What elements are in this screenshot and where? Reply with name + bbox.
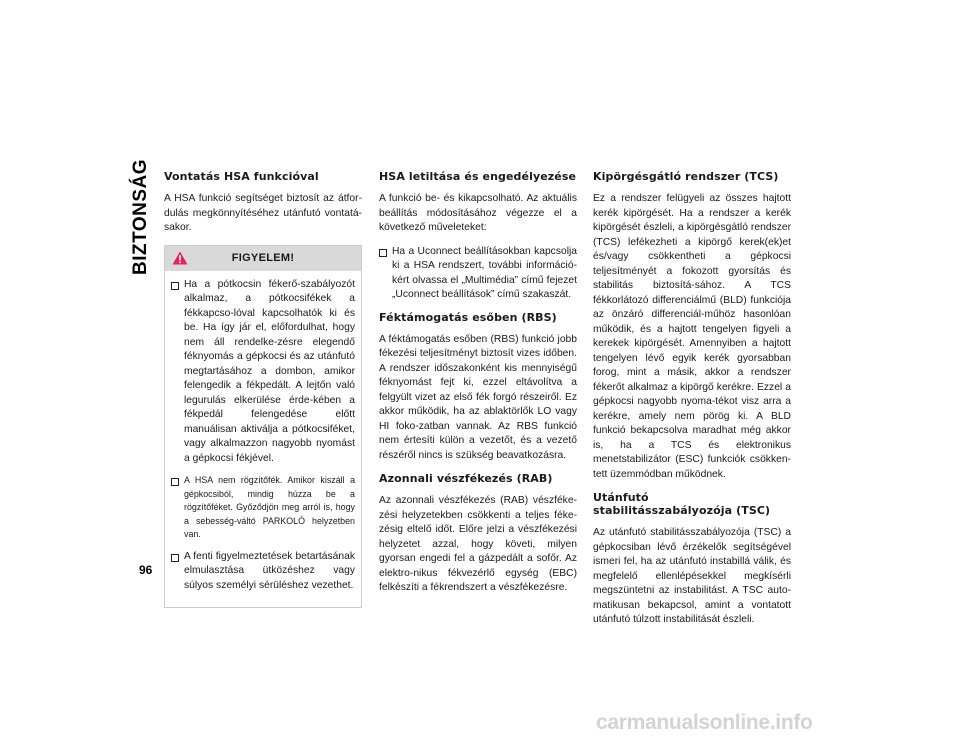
checkbox-bullet-icon <box>379 249 387 257</box>
checkbox-bullet-icon <box>171 554 179 562</box>
paragraph-rbs: A féktámogatás esőben (RBS) funkció jobb fékezési teljesítményt biztosít vizes időben. A rendszer időszakonként kis mennyiségű féknyomást fejt ki, ezzel eltávolítva a felgyült vizet az első fék forgó részeiről. Ez akkor működik, ha az ablaktörlők LO vagy HI foko-zatban vannak. Az RBS funkció nem értesíti külön a vezetőt, és a vezető részéről nincs is szükség beavatkozásra. <box>379 333 577 461</box>
warning-item <box>165 278 361 467</box>
list-item <box>379 245 577 303</box>
checkbox-bullet-icon <box>171 282 179 290</box>
paragraph-tcs: Ez a rendszer felügyeli az összes hajtott kerék kipörgését. Ha a rendszer a kerék kipörgését észleli, a kipörgésgátló rendszer (TCS) lefékezheti a kipörgő kerek(ek)et és/vagy csökkentheti a gépkocsi teljesítményét a fokozott gyorsítás és stabilitás biztosítá-sához. A TCS fékkorlátozó differenciálmű (BLD) funkciója az önzáró differenciál-műhöz hasonlóan működik, és a hajtott tengelyen figyeli a kerekek kipörgését. Amennyiben a hajtott tengelyen lévő egyik kerék gyorsabban forog, mint a másik, akkor a rendszer fékerőt alkalmaz a kipörgő kerékre. Ezzel a gépkocsi nagyobb nyoma-tékot visz arra a kerékre, amely nem pörög ki. A BLD funkció bekapcsolva maradhat még akkor is, ha a TCS és elektronikus menetstabilizátor (ESC) funkciók csökken-tett üzemmódban működnek. <box>593 193 791 480</box>
warning-item-text: Ha a pótkocsin fékerő-szabályozót alkalmaz, a pótkocsifékek a fékkapcso-lóval kapcsolhatók ki és be. Ha így jár el, előfordulhat, hogy nem áll rendelke-zésre elegendő féknyomás a gépkocsi és az utánfutó megtartásához a dombon, amikor felengedik a fékpedált. A lejtőn való legurulás elkerülése érde-kében a fékpedál felengedése előtt manuálisan aktiválja a pótkocsiféket, vagy alkalmazzon nagyobb nyomást a gépkocsi fékjével. <box>184 278 355 464</box>
column-2 <box>379 170 577 605</box>
heading-rbs: Féktámogatás esőben (RBS) <box>379 310 557 324</box>
column-1 <box>164 170 362 608</box>
heading-hsa-disable-enable: HSA letiltása és engedélyezése <box>379 170 577 183</box>
warning-item-text: A HSA nem rögzítőfék. Amikor kiszáll a gépkocsiból, mindig húzza be a rögzítőféket. Győződjön meg arról is, hogy a sebesség-váltó PARKOLÓ helyzetben van. <box>184 475 355 539</box>
column-3 <box>593 170 791 637</box>
checkbox-bullet-icon <box>171 478 179 486</box>
paragraph-rab: Az azonnali vészfékezés (RAB) vészféke-zési helyzetekben csökkenti a teljes féke-zésig eltelő időt. Előre jelzi a vészfékezési helyzetet azzal, hogy követi, milyen gyorsan engedi fel a gázpedált a sofőr. Az elektro-nikus fékvezérlő egység (EBC) felkészíti a fékrendszert a vészfékezésre. <box>379 495 577 593</box>
warning-header <box>165 246 361 271</box>
list-item-text: Ha a Uconnect beállításokban kapcsolja ki a HSA rendszert, további információ-kért olvassa el „Multimédia” című fejezet „Uconnect beállítások” című szakaszát. <box>392 245 577 300</box>
warning-title: FIGYELEM! <box>231 251 295 264</box>
warning-box <box>164 245 362 609</box>
watermark-text: carmanualsonline.info <box>596 711 813 734</box>
warning-item <box>165 550 361 594</box>
paragraph-hsa-disable-enable: A funkció be- és kikapcsolható. Az aktuális beállítás módosításához végezze el a következő műveleteket: <box>379 193 577 233</box>
warning-item <box>165 474 361 542</box>
page-number: 96 <box>139 563 153 577</box>
section-side-title: BIZTONSÁG <box>130 158 151 275</box>
heading-hsa-towing: Vontatás HSA funkcióval <box>164 170 319 183</box>
paragraph-hsa-towing: A HSA funkció segítséget biztosít az átfor-dulás megkönnyítéséhez utánfutó vontatá-sakor. <box>164 193 362 233</box>
paragraph-tsc: Az utánfutó stabilitásszabályozója (TSC) a gépkocsiban lévő érzékelők segítségével ismeri fel, ha az utánfutó instabillá válik, és megfelelő ellenlépésekkel megkísérli megszüntetni az instabilitást. A TSC auto-matikusan bekapcsol, amint a vontatott utánfutó túlzott instabilitását észleli. <box>593 527 791 625</box>
heading-tsc: Utánfutó stabilitásszabályozója (TSC) <box>593 491 771 517</box>
warning-item-text: A fenti figyelmeztetések betartásának elmulasztása ütközéshez vagy súlyos személyi sérüléshez vezethet. <box>184 550 355 591</box>
heading-rab: Azonnali vészfékezés (RAB) <box>379 472 553 485</box>
heading-tcs: Kipörgésgátló rendszer (TCS) <box>593 170 779 183</box>
